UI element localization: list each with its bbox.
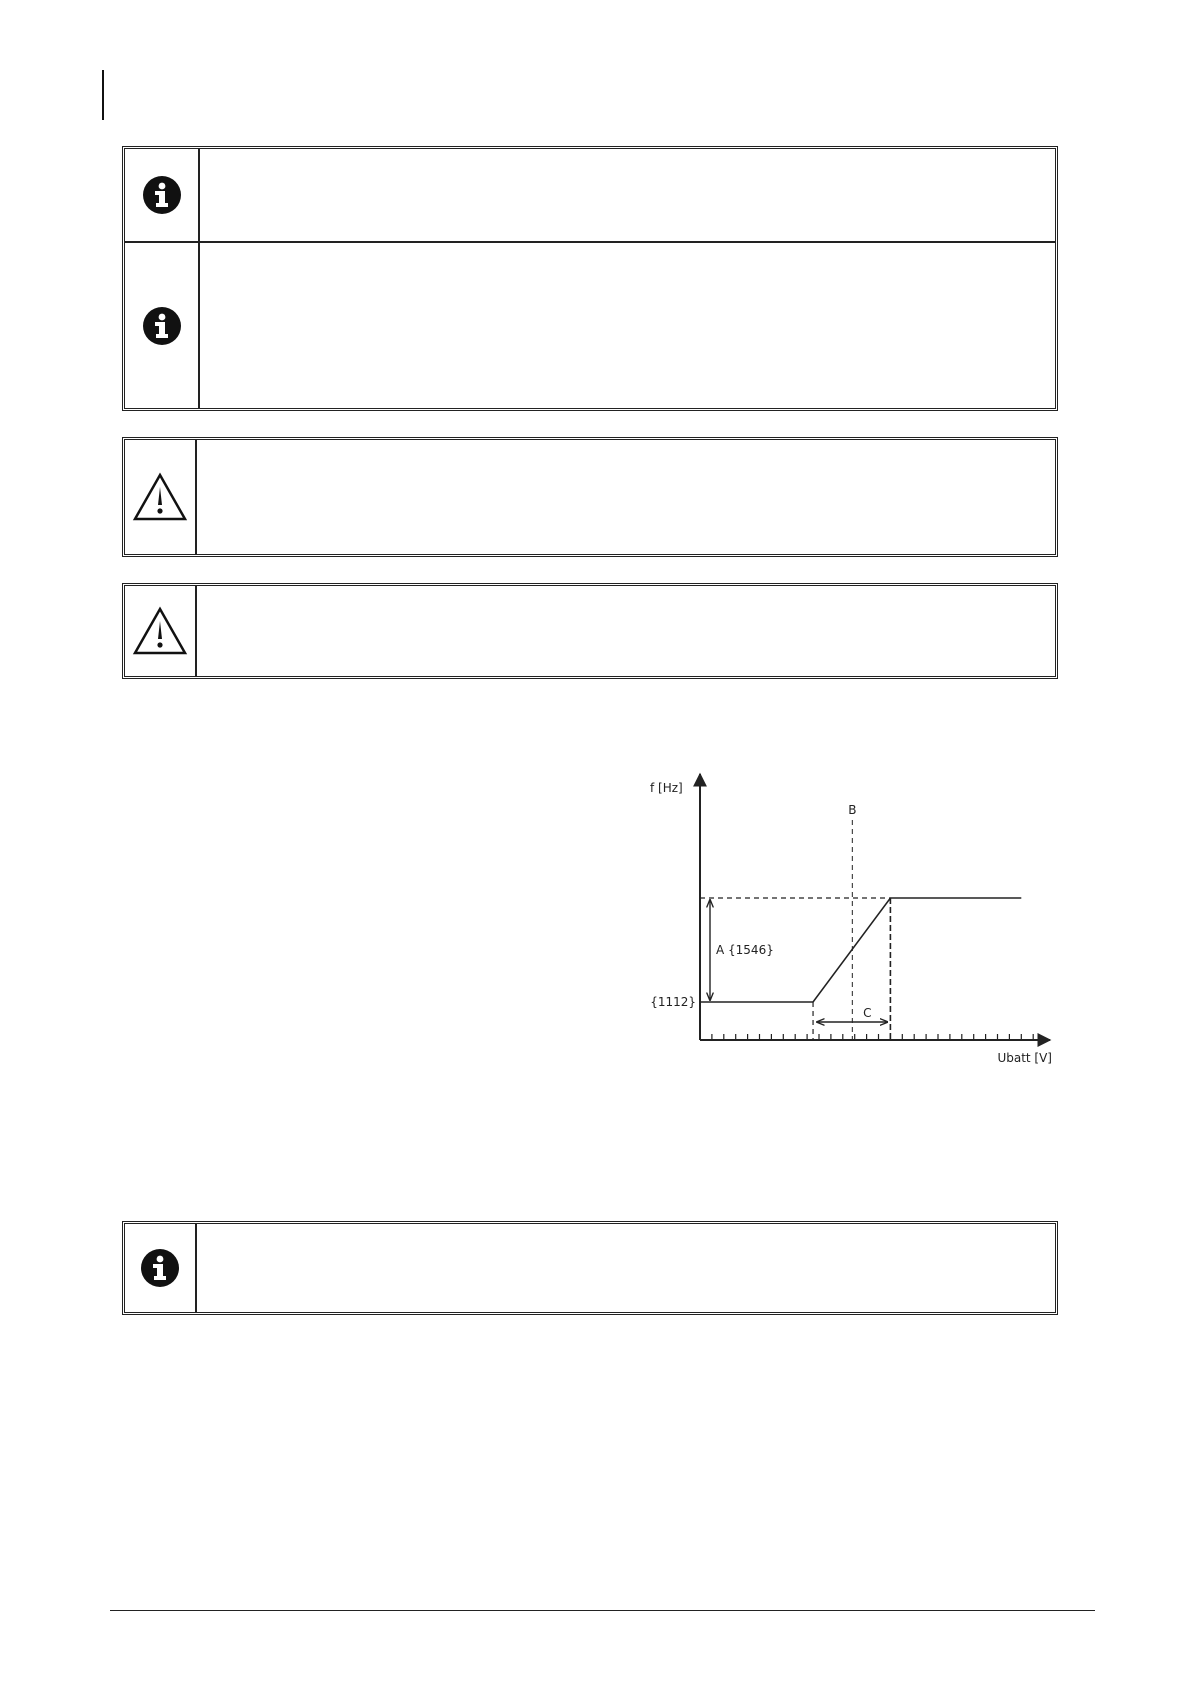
notice-text: [197, 1224, 1055, 1312]
notice-text: [197, 440, 1055, 554]
info-notice: [122, 1221, 1058, 1315]
b-label: B: [848, 803, 857, 817]
warning-notice: [122, 583, 1058, 679]
y-lower-label: {1112}: [650, 995, 696, 1009]
x-axis-label: Ubatt [V]: [997, 1051, 1052, 1065]
warning-icon: [132, 472, 188, 522]
info-notice-row: [125, 241, 1055, 408]
notice-text: [200, 149, 1055, 241]
c-label: C: [863, 1006, 872, 1020]
info-icon: [142, 175, 182, 215]
info-notice-group: [122, 146, 1058, 411]
info-icon: [140, 1248, 180, 1288]
frequency-voltage-chart: [640, 770, 1060, 1070]
y-axis-label: f [Hz]: [650, 781, 683, 795]
notice-text: [197, 586, 1055, 676]
footer-rule: [110, 1610, 1095, 1611]
a-label: A {1546}: [716, 943, 774, 957]
notice-text: [200, 243, 1055, 408]
info-notice-row: [125, 149, 1055, 241]
page-margin-marker: [102, 70, 104, 120]
warning-icon: [132, 606, 188, 656]
warning-notice: [122, 437, 1058, 557]
info-icon: [142, 306, 182, 346]
